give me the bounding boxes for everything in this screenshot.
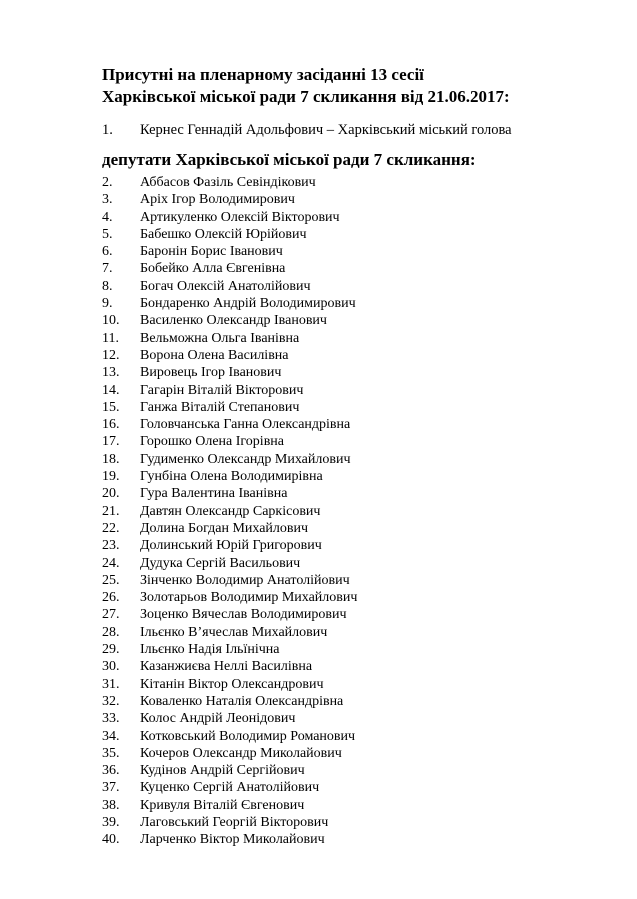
list-item-number: 12. [102,347,120,363]
list-item-name: Золотарьов Володимир Михайлович [140,590,358,606]
list-item-number: 29. [102,642,120,658]
list-item-name: Горошко Олена Ігорівна [140,434,285,450]
list-item-name: Гудименко Олександр Михайлович [140,451,351,467]
list-item [102,606,357,623]
list-item-number: 15. [102,399,120,415]
list-item-number: 20. [102,486,120,502]
list-item-name: Бабешко Олексій Юрійович [140,226,307,242]
list-item-name: Коваленко Наталія Олександрівна [140,693,344,709]
mayor-entry-text: Кернес Геннадій Адольфович – Харківський міський голова [140,122,512,138]
list-item [102,728,357,745]
list-item-number: 40. [102,832,120,848]
title-line-1: Присутні на пленарному засіданні 13 сесії [102,65,424,84]
list-item-name: Бондаренко Андрій Володимирович [140,296,356,312]
list-item-number: 24. [102,555,120,571]
list-item-number: 23. [102,538,120,554]
list-item [102,451,357,468]
list-item-name: Гагарін Віталій Вікторович [140,382,304,398]
list-item-number: 14. [102,382,120,398]
list-item-number: 34. [102,728,120,744]
list-item-number: 5. [102,226,113,242]
list-item-number: 4. [102,209,113,225]
list-item-number: 3. [102,192,113,208]
list-item-name: Дудука Сергій Васильович [140,555,301,571]
list-item-name: Богач Олексій Анатолійович [140,278,311,294]
list-item-number: 28. [102,624,120,640]
list-item [102,416,357,433]
list-item-name: Кочеров Олександр Миколайович [140,745,342,761]
list-item [102,555,357,572]
list-item-name: Аріх Ігор Володимирович [140,192,295,208]
list-item-name: Артикуленко Олексій Вікторович [140,209,340,225]
list-item-name: Головчанська Ганна Олександрівна [140,417,351,433]
list-item-name: Баронін Борис Іванович [140,244,283,260]
list-item-name: Гура Валентина Іванівна [140,486,288,502]
list-item [102,624,357,641]
list-item [102,503,357,520]
list-item-name: Вельможна Ольга Іванівна [140,330,300,346]
list-item [102,658,357,675]
list-item [102,641,357,658]
list-item [102,745,357,762]
list-item-name: Ворона Олена Василівна [140,347,289,363]
list-item [102,693,357,710]
list-item [102,191,357,208]
list-item-number: 18. [102,451,120,467]
mayor-entry-number: 1. [102,122,113,138]
list-item [102,485,357,502]
list-item [102,243,357,260]
list-item [102,399,357,416]
list-item-name: Ларченко Віктор Миколайович [140,832,325,848]
mayor-entry [102,121,512,139]
list-item [102,347,357,364]
document-title [102,64,622,108]
list-item-name: Ільєнко В’ячеслав Михайлович [140,624,328,640]
list-item [102,312,357,329]
deputy-list [102,174,357,849]
list-item-name: Зінченко Володимир Анатолійович [140,572,350,588]
list-item-number: 9. [102,296,113,312]
list-item-name: Долинський Юрій Григорович [140,538,322,554]
list-item [102,520,357,537]
list-item-name: Кудінов Андрій Сергійович [140,763,305,779]
list-item-number: 8. [102,278,113,294]
list-item-number: 32. [102,693,120,709]
list-item-number: 13. [102,365,120,381]
list-item-number: 19. [102,469,120,485]
list-item-number: 36. [102,763,120,779]
list-item-name: Кітанін Віктор Олександрович [140,676,324,692]
list-item-number: 27. [102,607,120,623]
list-item-number: 39. [102,814,120,830]
list-item-name: Кривуля Віталій Євгенович [140,797,305,813]
list-item-name: Гунбіна Олена Володимирівна [140,469,323,485]
list-item [102,589,357,606]
list-item-number: 38. [102,797,120,813]
list-item-number: 35. [102,745,120,761]
list-item [102,814,357,831]
list-item [102,779,357,796]
list-item-name: Куценко Сергій Анатолійович [140,780,320,796]
list-item-number: 30. [102,659,120,675]
list-item-number: 11. [102,330,119,346]
list-item-number: 6. [102,244,113,260]
section-title: депутати Харківської міської ради 7 скликання: [102,150,476,169]
list-item-name: Колос Андрій Леонідович [140,711,296,727]
list-item-number: 17. [102,434,120,450]
list-item-name: Вировець Ігор Іванович [140,365,282,381]
list-item-number: 21. [102,503,120,519]
list-item [102,260,357,277]
list-item-number: 10. [102,313,120,329]
list-item-number: 25. [102,572,120,588]
list-item-number: 7. [102,261,113,277]
list-item-number: 22. [102,520,120,536]
list-item-name: Долина Богдан Михайлович [140,520,309,536]
list-item [102,295,357,312]
list-item [102,226,357,243]
list-item [102,572,357,589]
list-item-name: Бобейко Алла Євгенівна [140,261,286,277]
list-item-number: 31. [102,676,120,692]
list-item-name: Ганжа Віталій Степанович [140,399,300,415]
list-item-name: Аббасов Фазіль Севіндікович [140,175,316,190]
list-item-name: Казанжиєва Неллі Василівна [140,659,313,675]
list-item [102,174,357,191]
list-item-name: Лаговський Георгій Вікторович [140,814,329,830]
list-item [102,433,357,450]
title-line-2: Харківської міської ради 7 скликання від 21.06.2017: [102,87,510,106]
list-item [102,382,357,399]
list-item [102,831,357,848]
list-item [102,330,357,347]
list-item-number: 16. [102,417,120,433]
list-item [102,537,357,554]
list-item [102,762,357,779]
list-item-name: Василенко Олександр Іванович [140,313,327,329]
list-item [102,364,357,381]
list-item-number: 33. [102,711,120,727]
list-item [102,797,357,814]
list-item-number: 26. [102,590,120,606]
list-item-name: Котковський Володимир Романович [140,728,356,744]
list-item [102,676,357,693]
list-item [102,710,357,727]
list-item [102,468,357,485]
list-item [102,278,357,295]
list-item-number: 2. [102,175,113,190]
list-item-name: Зоценко Вячеслав Володимирович [140,607,347,623]
list-item-number: 37. [102,780,120,796]
list-item [102,209,357,226]
list-item-name: Ільєнко Надія Ільїнічна [140,642,280,658]
list-item-name: Давтян Олександр Саркісович [140,503,321,519]
